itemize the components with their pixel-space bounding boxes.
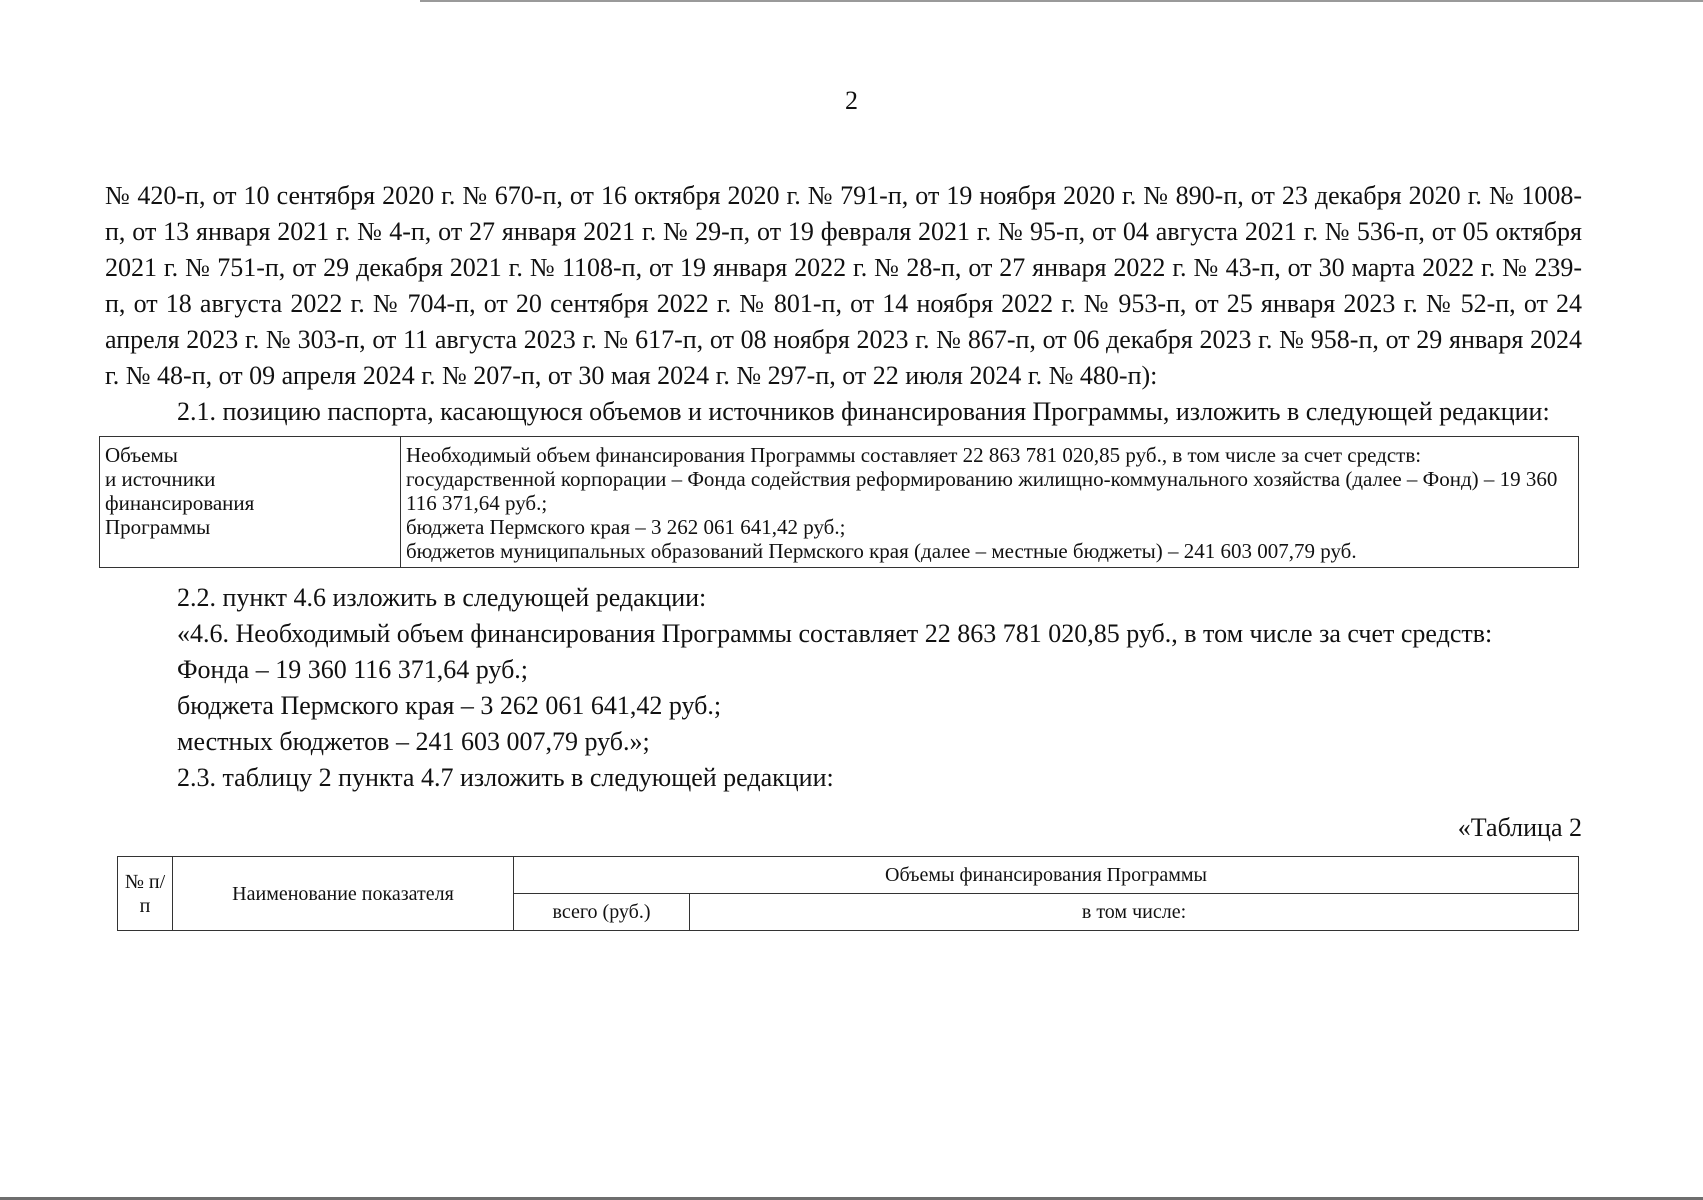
financing-total-line: Необходимый объем финансирования Программы составляет 22 863 781 020,85 руб., в том числе за счет средств: [406,443,1422,467]
label-line: Программы [105,515,211,539]
column-header-indicator: Наименование показателя [173,857,514,931]
page-number: 2 [845,86,858,115]
document-body [105,178,1582,931]
table-row [100,437,1579,568]
amendments-list-paragraph: № 420-п, от 10 сентября 2020 г. № 670-п, от 16 октября 2020 г. № 791-п, от 19 ноября 2020 г. № 890-п, от 23 декабря 2020 г. № 1008-п, от 13 января 2021 г. № 4-п, от 27 января 2021 г. № 29-п, от 19 февраля 2021 г. № 95-п, от 04 августа 2021 г. № 536-п, от 05 октября 2021 г. № 751-п, от 29 декабря 2021 г. № 1108-п, от 19 января 2022 г. № 28-п, от 27 января 2022 г. № 43-п, от 30 марта 2022 г. № 239-п, от 18 августа 2022 г. № 704-п, от 20 сентября 2022 г. № 801-п, от 14 ноября 2022 г. № 953-п, от 25 января 2023 г. № 52-п, от 24 апреля 2023 г. № 303-п, от 11 августа 2023 г. № 617-п, от 08 ноября 2023 г. № 867-п, от 06 декабря 2023 г. № 958-п, от 29 января 2024 г. № 48-п, от 09 апреля 2024 г. № 207-п, от 30 мая 2024 г. № 297-п, от 22 июля 2024 г. № 480-п): [105,181,1582,390]
local-budgets-amount-line: местных бюджетов – 241 603 007,79 руб.»; [177,727,650,756]
clause-2-2: 2.2. пункт 4.6 изложить в следующей редакции: [177,583,707,612]
passport-label-cell [100,437,401,568]
clause-4-6-text: «4.6. Необходимый объем финансирования Программы составляет 22 863 781 020,85 руб., в том числе за счет средств: [177,619,1493,648]
table-caption: «Таблица 2 [1457,813,1582,842]
table-header-row [118,857,1579,894]
fund-amount-line: Фонда – 19 360 116 371,64 руб.; [177,655,529,684]
passport-financing-table [99,436,1579,568]
financing-volumes-table [117,856,1579,931]
column-header-number: № п/п [118,857,173,931]
label-line: финансирования [105,491,255,515]
label-line: Объемы [105,443,178,467]
column-header-total: всего (руб.) [514,894,690,931]
clause-2-1: 2.1. позицию паспорта, касающуюся объемов и источников финансирования Программы, изложить в следующей редакции: [177,397,1550,426]
column-header-volumes: Объемы финансирования Программы [514,857,1579,894]
top-edge-line [420,0,1703,2]
passport-value-cell [401,437,1579,568]
column-header-including: в том числе: [690,894,1579,931]
perm-budget-amount-line: бюджета Пермского края – 3 262 061 641,42 руб.; [177,691,722,720]
financing-fund-line: государственной корпорации – Фонда содействия реформированию жилищно-коммунального хозяйства (далее – Фонд) – 19 360 116 371,64 руб.; [406,467,1558,515]
label-line: и источники [105,467,216,491]
financing-local-budgets-line: бюджетов муниципальных образований Пермского края (далее – местные бюджеты) – 241 603 007,79 руб. [406,539,1357,563]
clause-2-3: 2.3. таблицу 2 пункта 4.7 изложить в следующей редакции: [177,763,834,792]
financing-perm-budget-line: бюджета Пермского края – 3 262 061 641,42 руб.; [406,515,846,539]
